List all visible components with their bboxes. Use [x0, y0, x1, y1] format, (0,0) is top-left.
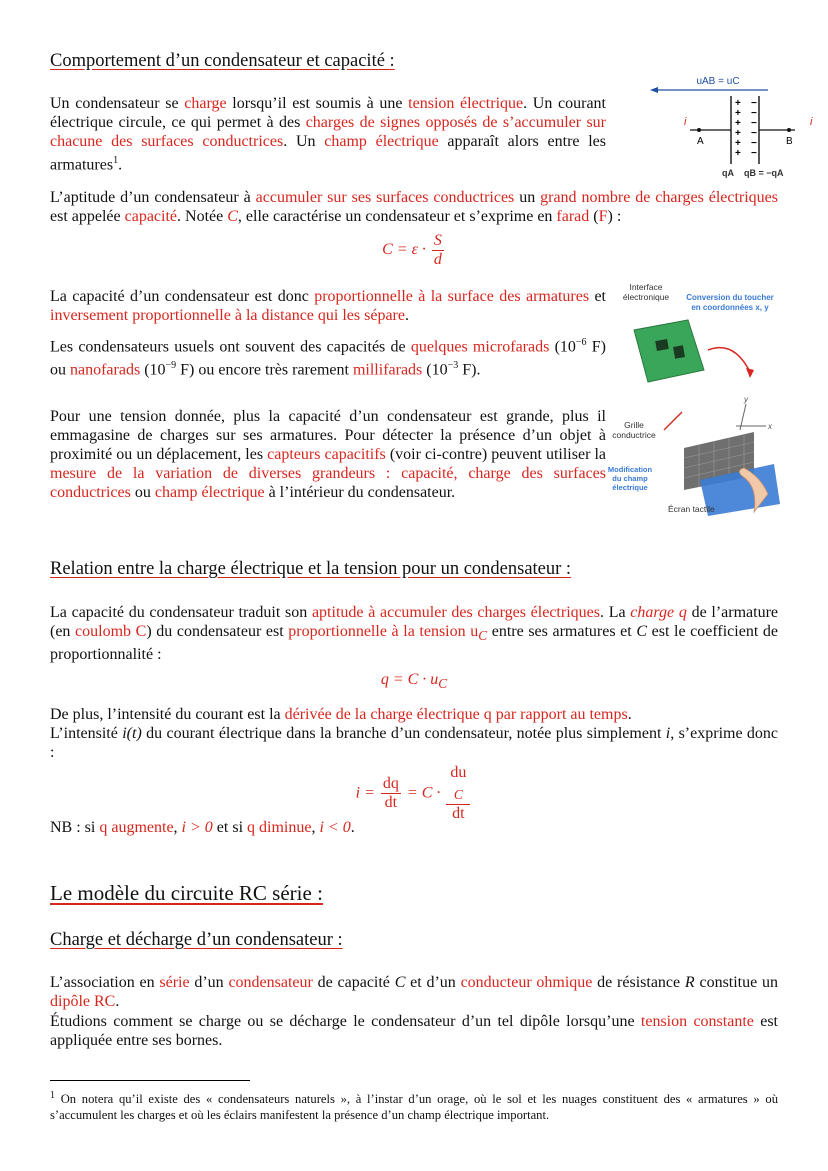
grille-label-2: conductrice — [612, 430, 656, 440]
current-right-label: i — [810, 116, 813, 128]
circuit-board — [634, 320, 704, 382]
section-title-relation: Relation entre la charge électrique et la tension pour un condensateur : — [50, 559, 572, 579]
paragraph-capteurs: Pour une tension donnée, plus la capacité d’un condensateur est grande, plus il emmagasine de charges sur ses armatures. Pour détecter la présence d’un objet à proximité ou un déplacement, les capteurs capacitifs (voir ci-contre) peuvent utiliser la mesure de la variation de diverses grandeurs : capacité, charge des surfaces conductrices ou champ électrique à l’intérieur du condensateur. — [50, 408, 607, 501]
svg-text:+: + — [735, 148, 741, 159]
ecran-tactile-label: Écran tactile — [668, 504, 715, 514]
capacitor-diagram — [620, 72, 813, 182]
charge-a-label: qA — [722, 168, 734, 178]
svg-text:−: − — [751, 138, 757, 149]
charge-b-label: qB = −qA — [744, 168, 784, 178]
equation-charge: $q = C \cdot u_C$ — [380, 671, 448, 692]
svg-text:+: + — [735, 138, 741, 149]
touch-screen-diagram — [604, 280, 780, 520]
svg-text:+: + — [735, 98, 741, 109]
grille-label-1: Grille — [624, 420, 644, 430]
interface-label-2: électronique — [622, 292, 670, 302]
conversion-arrow — [708, 348, 750, 372]
svg-text:+: + — [735, 118, 741, 129]
voltage-arrow-head — [650, 87, 658, 93]
paragraph-charge: Un condensateur se charge lorsqu’il est soumis à une tension électrique. Un courant électrique circule, ce qui permet à des charges de signes opposés de s’accumuler sur chacune des surfaces conductrices. Un champ électrique apparaît alors entre les armatures$^1$. — [50, 95, 607, 174]
minus-charges — [751, 98, 757, 159]
current-left-label: i — [684, 116, 687, 128]
label-a: A — [697, 136, 704, 147]
voltage-label: uAB = uC — [696, 76, 740, 87]
chip-1 — [655, 339, 669, 351]
modification-label-3: électrique — [612, 483, 648, 492]
modification-label-1: Modification — [607, 465, 653, 474]
node-b — [787, 128, 791, 132]
svg-text:+: + — [735, 108, 741, 119]
paragraph-derivee: De plus, l’intensité du courant est la dérivée de la charge électrique q par rapport au temps. — [50, 706, 632, 723]
paragraph-proportionnelle: La capacité d’un condensateur est donc proportionnelle à la surface des armatures et inversement proportionnelle à la distance qui les sépare. — [50, 288, 606, 324]
svg-text:−: − — [751, 128, 757, 139]
svg-text:+: + — [735, 128, 741, 139]
svg-text:−: − — [751, 148, 757, 159]
equation-intensite: i = $\frac{dq}{dt}$ = C · du $_C$ dt — [50, 764, 778, 823]
subsection-title-charge: Charge et décharge d’un condensateur : — [50, 930, 343, 950]
section-title-rc: Le modèle du circuite RC série : — [50, 881, 323, 905]
paragraph-relation: La capacité du condensateur traduit son aptitude à accumuler des charges électriques. La charge q de l’armature (en coulomb C) du condensateur est proportionnelle à la tension $u_C$ entre ses armatures et C est le coefficient de proportionnalité : — [50, 604, 779, 664]
paragraph-nb: NB : si q augmente, i > 0 et si q diminue, i < 0. — [50, 819, 355, 836]
paragraph-intensite: L’intensité i(t) du courant électrique dans la branche d’un condensateur, notée plus simplement i, s’exprime donc : — [50, 725, 779, 761]
footnote-rule — [50, 1080, 250, 1081]
conversion-arrow-head — [746, 368, 754, 378]
label-b: B — [786, 136, 793, 147]
paragraph-usuels: Les condensateurs usuels ont souvent des capacités de quelques microfarads ($10^{-6}$ F) ou nanofarads ($10^{-9}$ F) ou encore très rarement millifarads ($10^{-3}$ F). — [50, 337, 607, 379]
plus-charges — [735, 98, 741, 159]
axis-y-label: y — [744, 395, 748, 404]
paragraph-dipole: L’association en série d’un condensateur de capacité C et d’un conducteur ohmique de résistance R constitue un dipôle RC. — [50, 974, 778, 1010]
chip-2 — [673, 345, 685, 359]
footnote: $^1$ On notera qu’il existe des « condensateurs naturels », à l’instar d’un orage, où le sol et les nuages constituent des « armatures » où s’accumulent les charges et où les éclairs manifestent la présence d’un champ électrique important. — [50, 1090, 778, 1123]
interface-label-1: Interface — [629, 282, 663, 292]
paragraph-etudions: Étudions comment se charge ou se décharge le condensateur d’un tel dipôle lorsqu’une tension constante est appliquée entre ses bornes. — [50, 1013, 778, 1049]
svg-text:−: − — [751, 118, 757, 129]
svg-text:−: − — [751, 98, 757, 109]
paragraph-aptitude: L’aptitude d’un condensateur à accumuler sur ses surfaces conductrices un grand nombre de charges électriques est appelée capacité. Notée C, elle caractérise un condensateur et s’exprime en farad (F) : — [50, 189, 779, 225]
conversion-label-2: en coordonnées x, y — [691, 303, 769, 312]
equation-capacity: C = ε · $\frac{S}{d}$ — [382, 232, 442, 268]
grille-arrow — [664, 412, 682, 430]
axis-x-label: x — [768, 422, 772, 431]
conversion-label-1: Conversion du toucher — [686, 293, 774, 302]
modification-label-2: du champ — [612, 474, 648, 483]
svg-text:−: − — [751, 108, 757, 119]
section-title-capacite: Comportement d’un condensateur et capacité : — [50, 51, 395, 71]
node-a — [697, 128, 701, 132]
